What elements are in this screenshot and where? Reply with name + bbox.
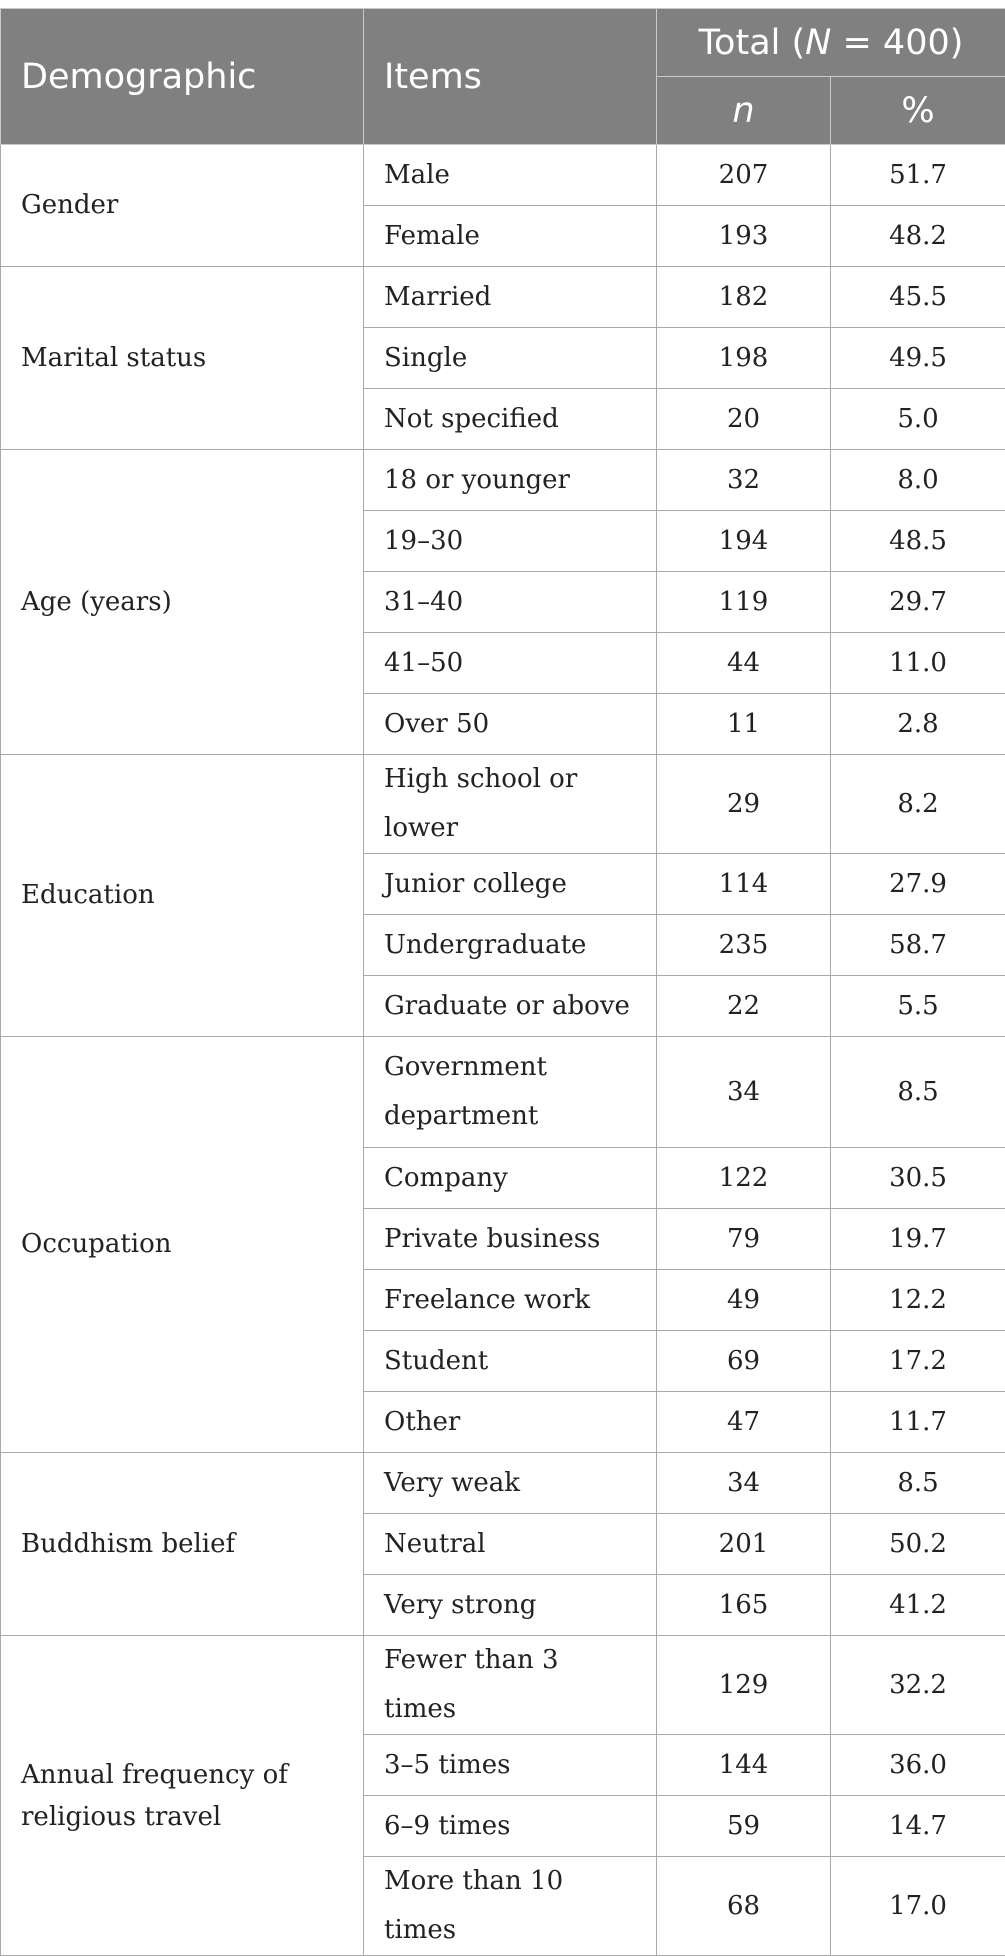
count-cell: 11 <box>657 694 831 755</box>
item-label: High school or lower <box>364 755 657 854</box>
table-row <box>1 1037 1005 1148</box>
percent-cell: 36.0 <box>831 1735 1005 1796</box>
percent-cell: 29.7 <box>831 572 1005 633</box>
percent-cell: 32.2 <box>831 1636 1005 1735</box>
percent-cell: 48.2 <box>831 206 1005 267</box>
item-label: 3–5 times <box>364 1735 657 1796</box>
percent-cell: 14.7 <box>831 1796 1005 1857</box>
header-total-n: N <box>805 23 831 63</box>
percent-cell: 19.7 <box>831 1209 1005 1270</box>
count-cell: 20 <box>657 389 831 450</box>
group-label: Age (years) <box>1 450 364 755</box>
item-label: More than 10 times <box>364 1857 657 1956</box>
percent-cell: 49.5 <box>831 328 1005 389</box>
item-label: Married <box>364 267 657 328</box>
table-row <box>1 450 1005 511</box>
count-cell: 34 <box>657 1453 831 1514</box>
count-cell: 79 <box>657 1209 831 1270</box>
group-label: Buddhism belief <box>1 1453 364 1636</box>
item-label: Company <box>364 1148 657 1209</box>
count-cell: 182 <box>657 267 831 328</box>
count-cell: 34 <box>657 1037 831 1148</box>
table-header <box>1 9 1005 145</box>
item-label: Graduate or above <box>364 976 657 1037</box>
count-cell: 144 <box>657 1735 831 1796</box>
percent-cell: 58.7 <box>831 915 1005 976</box>
item-label: Private business <box>364 1209 657 1270</box>
item-label: 18 or younger <box>364 450 657 511</box>
count-cell: 129 <box>657 1636 831 1735</box>
item-label: 19–30 <box>364 511 657 572</box>
item-label: Very strong <box>364 1575 657 1636</box>
item-label: 31–40 <box>364 572 657 633</box>
item-label: Government department <box>364 1037 657 1148</box>
percent-cell: 41.2 <box>831 1575 1005 1636</box>
percent-cell: 12.2 <box>831 1270 1005 1331</box>
header-total-suffix: = 400) <box>831 23 963 63</box>
item-label: Not specified <box>364 389 657 450</box>
count-cell: 198 <box>657 328 831 389</box>
count-cell: 69 <box>657 1331 831 1392</box>
count-cell: 201 <box>657 1514 831 1575</box>
item-label: Female <box>364 206 657 267</box>
percent-cell: 8.2 <box>831 755 1005 854</box>
header-items: Items <box>364 9 657 145</box>
percent-cell: 5.0 <box>831 389 1005 450</box>
item-label: 41–50 <box>364 633 657 694</box>
percent-cell: 11.7 <box>831 1392 1005 1453</box>
group-label: Education <box>1 755 364 1037</box>
count-cell: 47 <box>657 1392 831 1453</box>
percent-cell: 50.2 <box>831 1514 1005 1575</box>
percent-cell: 30.5 <box>831 1148 1005 1209</box>
item-label: Other <box>364 1392 657 1453</box>
item-label: Freelance work <box>364 1270 657 1331</box>
item-label: Student <box>364 1331 657 1392</box>
count-cell: 193 <box>657 206 831 267</box>
percent-cell: 17.2 <box>831 1331 1005 1392</box>
percent-cell: 51.7 <box>831 145 1005 206</box>
table-row <box>1 755 1005 854</box>
percent-cell: 2.8 <box>831 694 1005 755</box>
percent-cell: 45.5 <box>831 267 1005 328</box>
item-label: Over 50 <box>364 694 657 755</box>
item-label: Neutral <box>364 1514 657 1575</box>
percent-cell: 17.0 <box>831 1857 1005 1956</box>
count-cell: 119 <box>657 572 831 633</box>
percent-cell: 48.5 <box>831 511 1005 572</box>
item-label: Fewer than 3 times <box>364 1636 657 1735</box>
count-cell: 59 <box>657 1796 831 1857</box>
item-label: Single <box>364 328 657 389</box>
header-total-prefix: Total ( <box>699 23 806 63</box>
group-label: Annual frequency of religious travel <box>1 1636 364 1956</box>
count-cell: 68 <box>657 1857 831 1956</box>
item-label: Very weak <box>364 1453 657 1514</box>
header-n-label: n <box>732 91 754 131</box>
count-cell: 29 <box>657 755 831 854</box>
count-cell: 207 <box>657 145 831 206</box>
percent-cell: 27.9 <box>831 854 1005 915</box>
table-row <box>1 267 1005 328</box>
count-cell: 114 <box>657 854 831 915</box>
count-cell: 194 <box>657 511 831 572</box>
percent-cell: 8.0 <box>831 450 1005 511</box>
item-label: Undergraduate <box>364 915 657 976</box>
group-label: Gender <box>1 145 364 267</box>
percent-cell: 5.5 <box>831 976 1005 1037</box>
count-cell: 49 <box>657 1270 831 1331</box>
percent-cell: 8.5 <box>831 1453 1005 1514</box>
count-cell: 44 <box>657 633 831 694</box>
item-label: 6–9 times <box>364 1796 657 1857</box>
item-label: Junior college <box>364 854 657 915</box>
count-cell: 122 <box>657 1148 831 1209</box>
table-row <box>1 145 1005 206</box>
count-cell: 165 <box>657 1575 831 1636</box>
percent-cell: 8.5 <box>831 1037 1005 1148</box>
header-n <box>657 77 831 145</box>
group-label: Occupation <box>1 1037 364 1453</box>
demographics-table <box>0 8 1005 1956</box>
table-body <box>1 145 1005 1956</box>
header-total <box>657 9 1005 77</box>
percent-cell: 11.0 <box>831 633 1005 694</box>
item-label: Male <box>364 145 657 206</box>
header-pct: % <box>831 77 1005 145</box>
table-row <box>1 1636 1005 1735</box>
count-cell: 32 <box>657 450 831 511</box>
table-row <box>1 1453 1005 1514</box>
count-cell: 235 <box>657 915 831 976</box>
group-label: Marital status <box>1 267 364 450</box>
header-demographic: Demographic <box>1 9 364 145</box>
count-cell: 22 <box>657 976 831 1037</box>
